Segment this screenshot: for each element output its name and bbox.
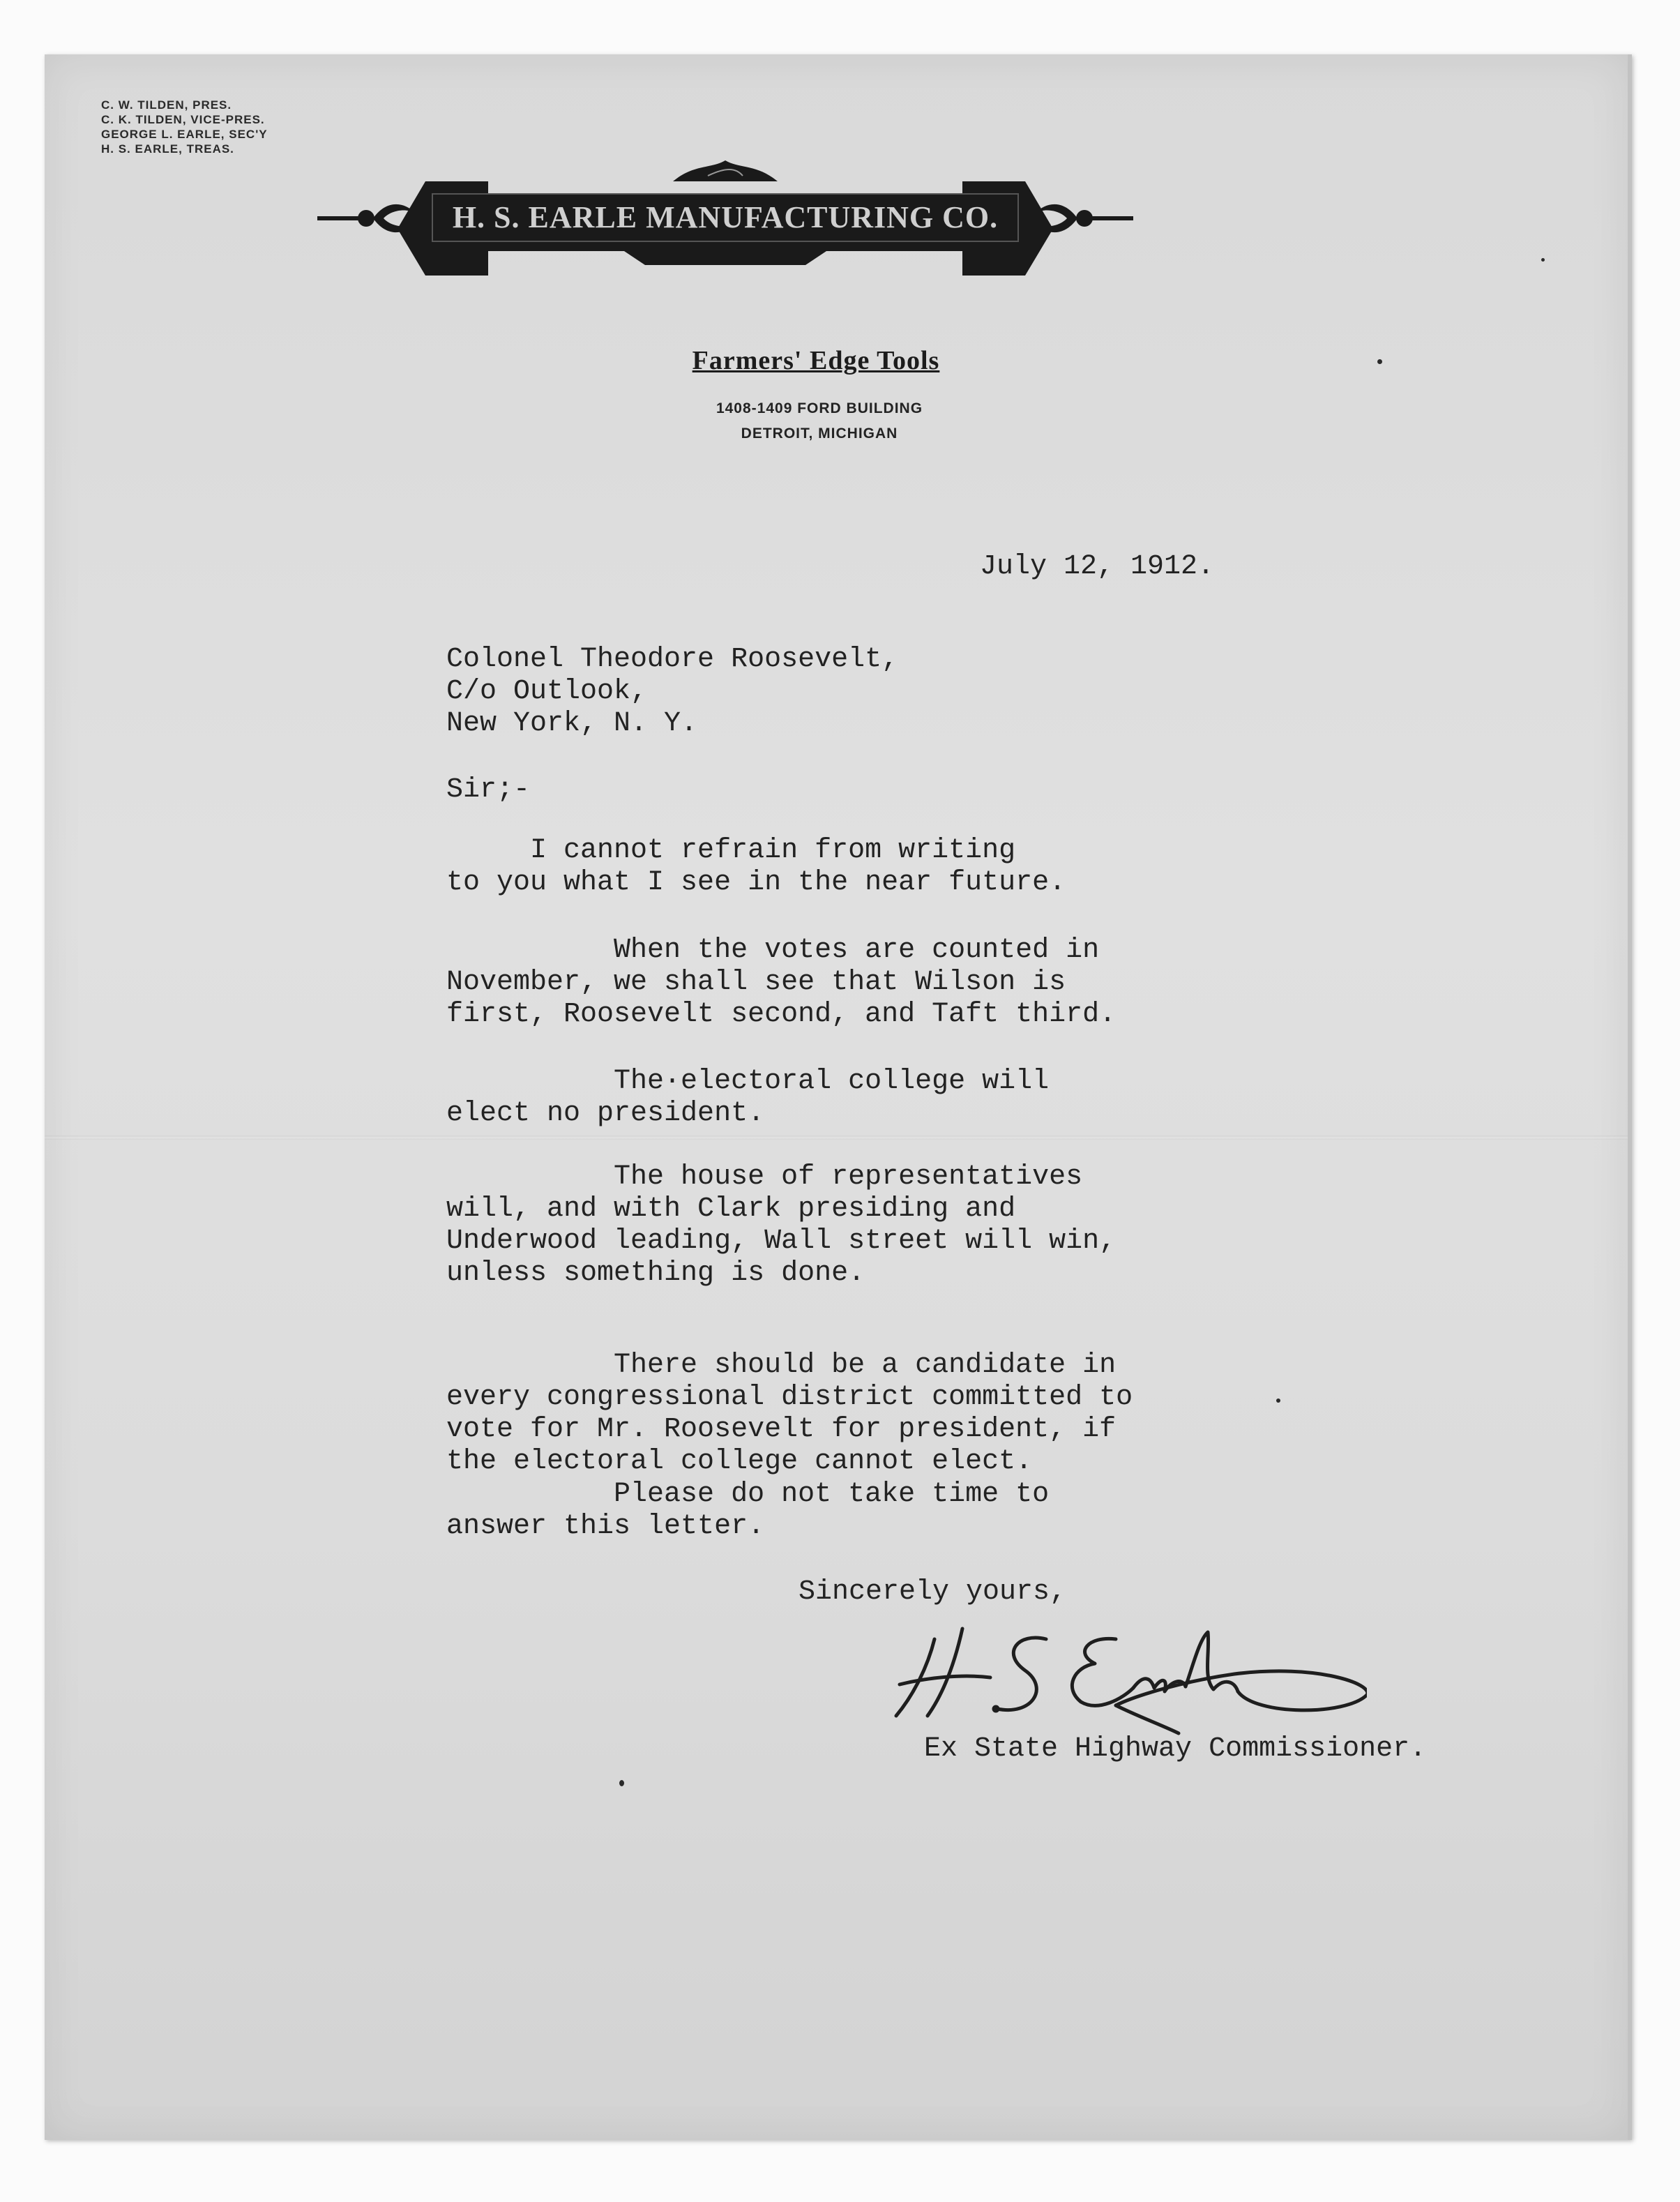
paragraph-line: Underwood leading, Wall street will win, (446, 1226, 1117, 1257)
recipient-line: Colonel Theodore Roosevelt, (446, 644, 899, 675)
handwritten-signature (886, 1611, 1367, 1737)
officer-line: C. W. TILDEN, PRES. (101, 98, 232, 112)
speck (619, 1780, 624, 1786)
letter-date: July 12, 1912. (980, 551, 1215, 582)
paragraph (446, 1479, 1049, 1543)
speck (1541, 258, 1545, 262)
paragraph-line: unless something is done. (446, 1258, 865, 1289)
officer-line: GEORGE L. EARLE, SEC'Y (101, 128, 268, 141)
paragraph-line: Please do not take time to (446, 1479, 1050, 1510)
paragraph-line: When the votes are counted in (446, 935, 1100, 966)
recipient-line: New York, N. Y. (446, 708, 698, 739)
address-line: DETROIT, MICHIGAN (741, 425, 898, 442)
officer-line: H. S. EARLE, TREAS. (101, 142, 234, 156)
paragraph-line: the electoral college cannot elect. (446, 1446, 1033, 1477)
paragraph-line: The house of representatives (446, 1161, 1083, 1193)
signature-scrawl (886, 1611, 1367, 1737)
paragraph-line: I cannot refrain from writing (446, 835, 1016, 866)
paragraph (446, 935, 1116, 1031)
speck (1377, 359, 1382, 364)
paragraph-line: There should be a candidate in (446, 1350, 1117, 1381)
paper-fold-line (45, 1136, 1628, 1140)
company-tagline: Farmers' Edge Tools (692, 346, 940, 375)
recipient-block (446, 644, 898, 740)
officer-line: C. K. TILDEN, VICE-PRES. (101, 113, 265, 126)
officers-list (101, 98, 268, 156)
salutation: Sir;- (446, 774, 531, 806)
paragraph-line: November, we shall see that Wilson is (446, 967, 1066, 998)
company-banner (317, 160, 1133, 282)
signer-title: Ex State Highway Commissioner. (924, 1733, 1427, 1765)
paragraph (446, 1161, 1116, 1290)
paragraph-line: answer this letter. (446, 1511, 765, 1542)
paragraph-line: will, and with Clark presiding and (446, 1193, 1016, 1225)
company-name: H. S. EARLE MANUFACTURING CO. (452, 199, 999, 234)
paragraph-line: The·electoral college will (446, 1066, 1050, 1097)
paragraph-line: elect no president. (446, 1098, 765, 1129)
paragraph-line: vote for Mr. Roosevelt for president, if (446, 1414, 1117, 1445)
paragraph (446, 1350, 1133, 1478)
paragraph-line: first, Roosevelt second, and Taft third. (446, 999, 1117, 1030)
paragraph (446, 1066, 1049, 1130)
recipient-line: C/o Outlook, (446, 676, 648, 707)
paragraph-line: every congressional district committed to (446, 1382, 1133, 1413)
paragraph (446, 835, 1066, 899)
paragraph-line: to you what I see in the near future. (446, 867, 1066, 898)
speck (1276, 1398, 1280, 1403)
address-line: 1408-1409 FORD BUILDING (716, 400, 923, 416)
company-address (656, 396, 983, 446)
closing: Sincerely yours, (799, 1576, 1067, 1608)
